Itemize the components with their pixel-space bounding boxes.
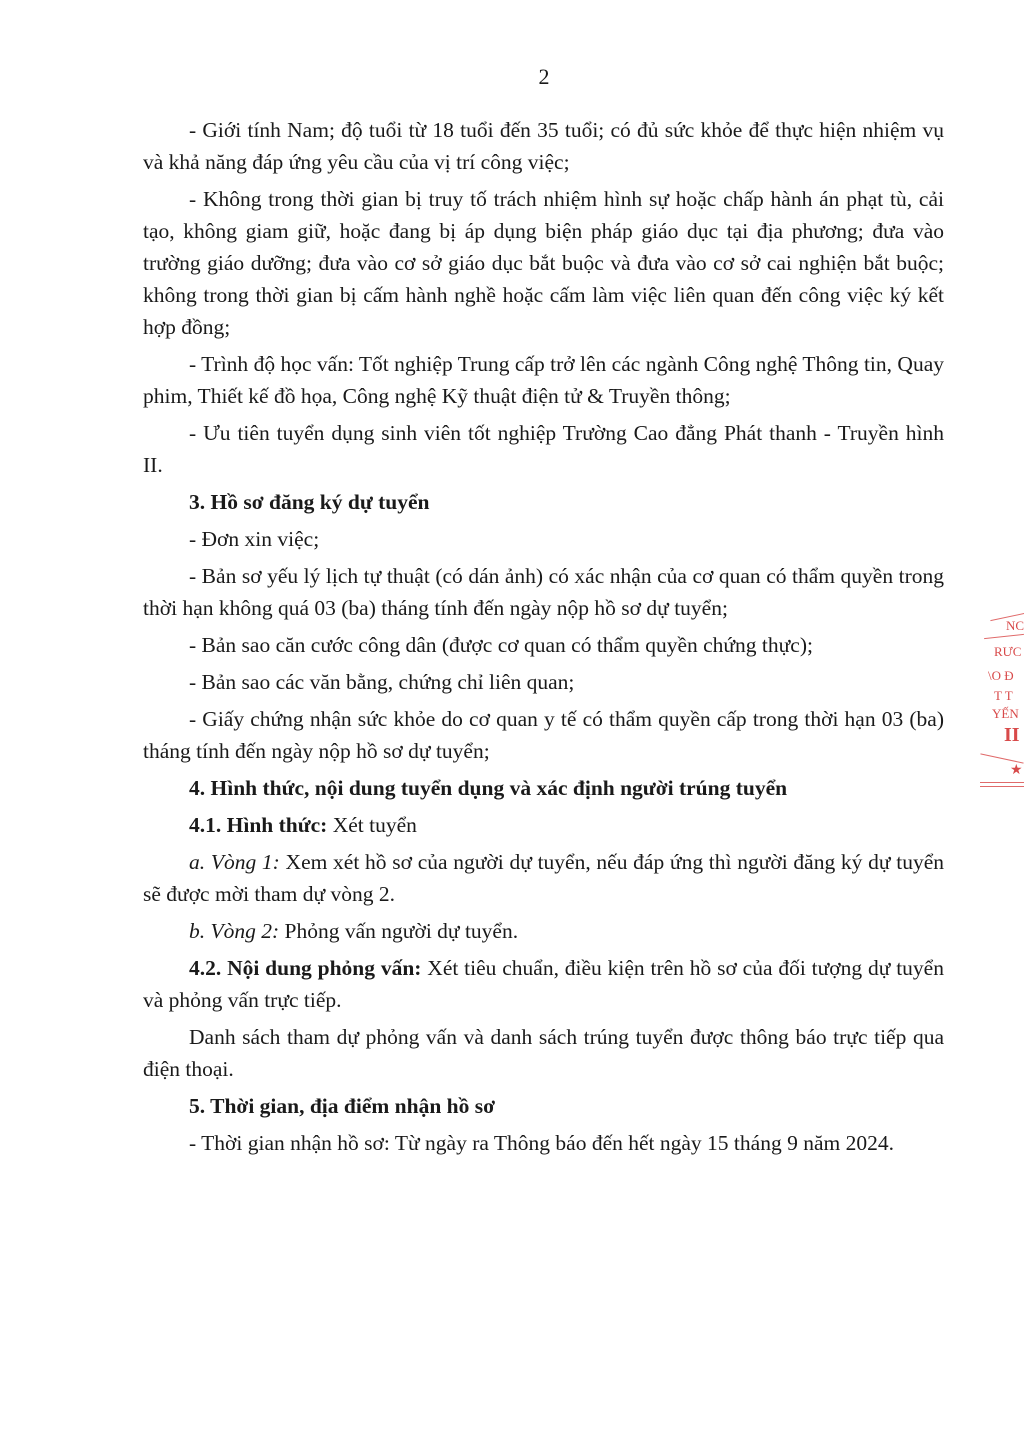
round-1-text: Xem xét hồ sơ của người dự tuyển, nếu đáp ứng thì người đăng ký dự tuyển sẽ được mời tham dự vòng 2.: [143, 850, 944, 906]
red-seal-stamp: [980, 604, 1024, 804]
section-4-2: [143, 952, 944, 1016]
round-2-label: b. Vòng 2:: [189, 919, 280, 943]
paragraph-gender-age: - Giới tính Nam; độ tuổi từ 18 tuổi đến 35 tuổi; có đủ sức khỏe để thực hiện nhiệm vụ và khả năng đáp ứng yêu cầu của vị trí công việc;: [143, 118, 944, 174]
section-3-heading: 3. Hồ sơ đăng ký dự tuyển: [189, 490, 430, 514]
stamp-text-5: YẾN: [992, 706, 1019, 721]
section-3-item-diplomas: - Bản sao các văn bằng, chứng chỉ liên quan;: [189, 670, 575, 694]
paragraph-legal-status: - Không trong thời gian bị truy tố trách nhiệm hình sự hoặc chấp hành án phạt tù, cải tạo, không giam giữ, hoặc đang bị áp dụng biện pháp giáo dục tại địa phương; đưa vào trường giáo dưỡng; đưa vào cơ sở giáo dục bắt buộc và đưa vào cơ sở cai nghiện bắt buộc; không trong thời gian bị cấm hành nghề hoặc cấm làm việc liên quan đến công việc ký kết hợp đồng;: [143, 187, 944, 339]
round-2-text: Phỏng vấn người dự tuyển.: [279, 919, 519, 943]
round-1-label: a. Vòng 1:: [189, 850, 280, 874]
round-1: [143, 846, 944, 910]
section-4-notice: Danh sách tham dự phỏng vấn và danh sách trúng tuyển được thông báo trực tiếp qua điện thoại.: [143, 1025, 944, 1081]
section-3-item-application: - Đơn xin việc;: [189, 527, 320, 551]
section-4-2-label: 4.2. Nội dung phỏng vấn:: [189, 956, 422, 980]
section-4-1: [143, 809, 944, 841]
section-5-item-time: - Thời gian nhận hồ sơ: Từ ngày ra Thông báo đến hết ngày 15 tháng 9 năm 2024.: [189, 1131, 894, 1155]
page-number: 2: [538, 64, 550, 89]
stamp-star-icon: ★: [1010, 763, 1023, 778]
stamp-text-6: II: [1004, 724, 1020, 746]
section-3-item-id-card: - Bản sao căn cước công dân (được cơ quan có thẩm quyền chứng thực);: [189, 633, 813, 657]
paragraph-education: - Trình độ học vấn: Tốt nghiệp Trung cấp trở lên các ngành Công nghệ Thông tin, Quay phim, Thiết kế đồ họa, Công nghệ Kỹ thuật điện tử & Truyền thông;: [143, 352, 944, 408]
section-5-heading: 5. Thời gian, địa điểm nhận hồ sơ: [189, 1094, 496, 1118]
stamp-text-4: T T: [994, 688, 1013, 703]
document-body: [143, 114, 944, 1164]
stamp-text-1: NC: [1006, 618, 1024, 633]
paragraph-priority: - Ưu tiên tuyển dụng sinh viên tốt nghiệp Trường Cao đẳng Phát thanh - Truyền hình II.: [143, 421, 944, 477]
stamp-text-2: RƯC: [994, 644, 1022, 659]
round-2: [143, 915, 944, 947]
section-3-item-health-cert: - Giấy chứng nhận sức khỏe do cơ quan y tế có thẩm quyền cấp trong thời hạn 03 (ba) tháng tính đến ngày nộp hồ sơ dự tuyển;: [143, 707, 944, 763]
section-4-1-text: Xét tuyển: [327, 813, 417, 837]
section-3-item-cv: - Bản sơ yếu lý lịch tự thuật (có dán ảnh) có xác nhận của cơ quan có thẩm quyền trong thời hạn không quá 03 (ba) tháng tính đến ngày nộp hồ sơ dự tuyển;: [143, 564, 944, 620]
section-4-2-text: Xét tiêu chuẩn, điều kiện trên hồ sơ của đối tượng dự tuyển và phỏng vấn trực tiếp.: [143, 956, 944, 1012]
stamp-text-3: \O Đ: [988, 668, 1014, 683]
section-4-heading: 4. Hình thức, nội dung tuyển dụng và xác định người trúng tuyển: [189, 776, 788, 800]
section-4-1-label: 4.1. Hình thức:: [189, 813, 328, 837]
